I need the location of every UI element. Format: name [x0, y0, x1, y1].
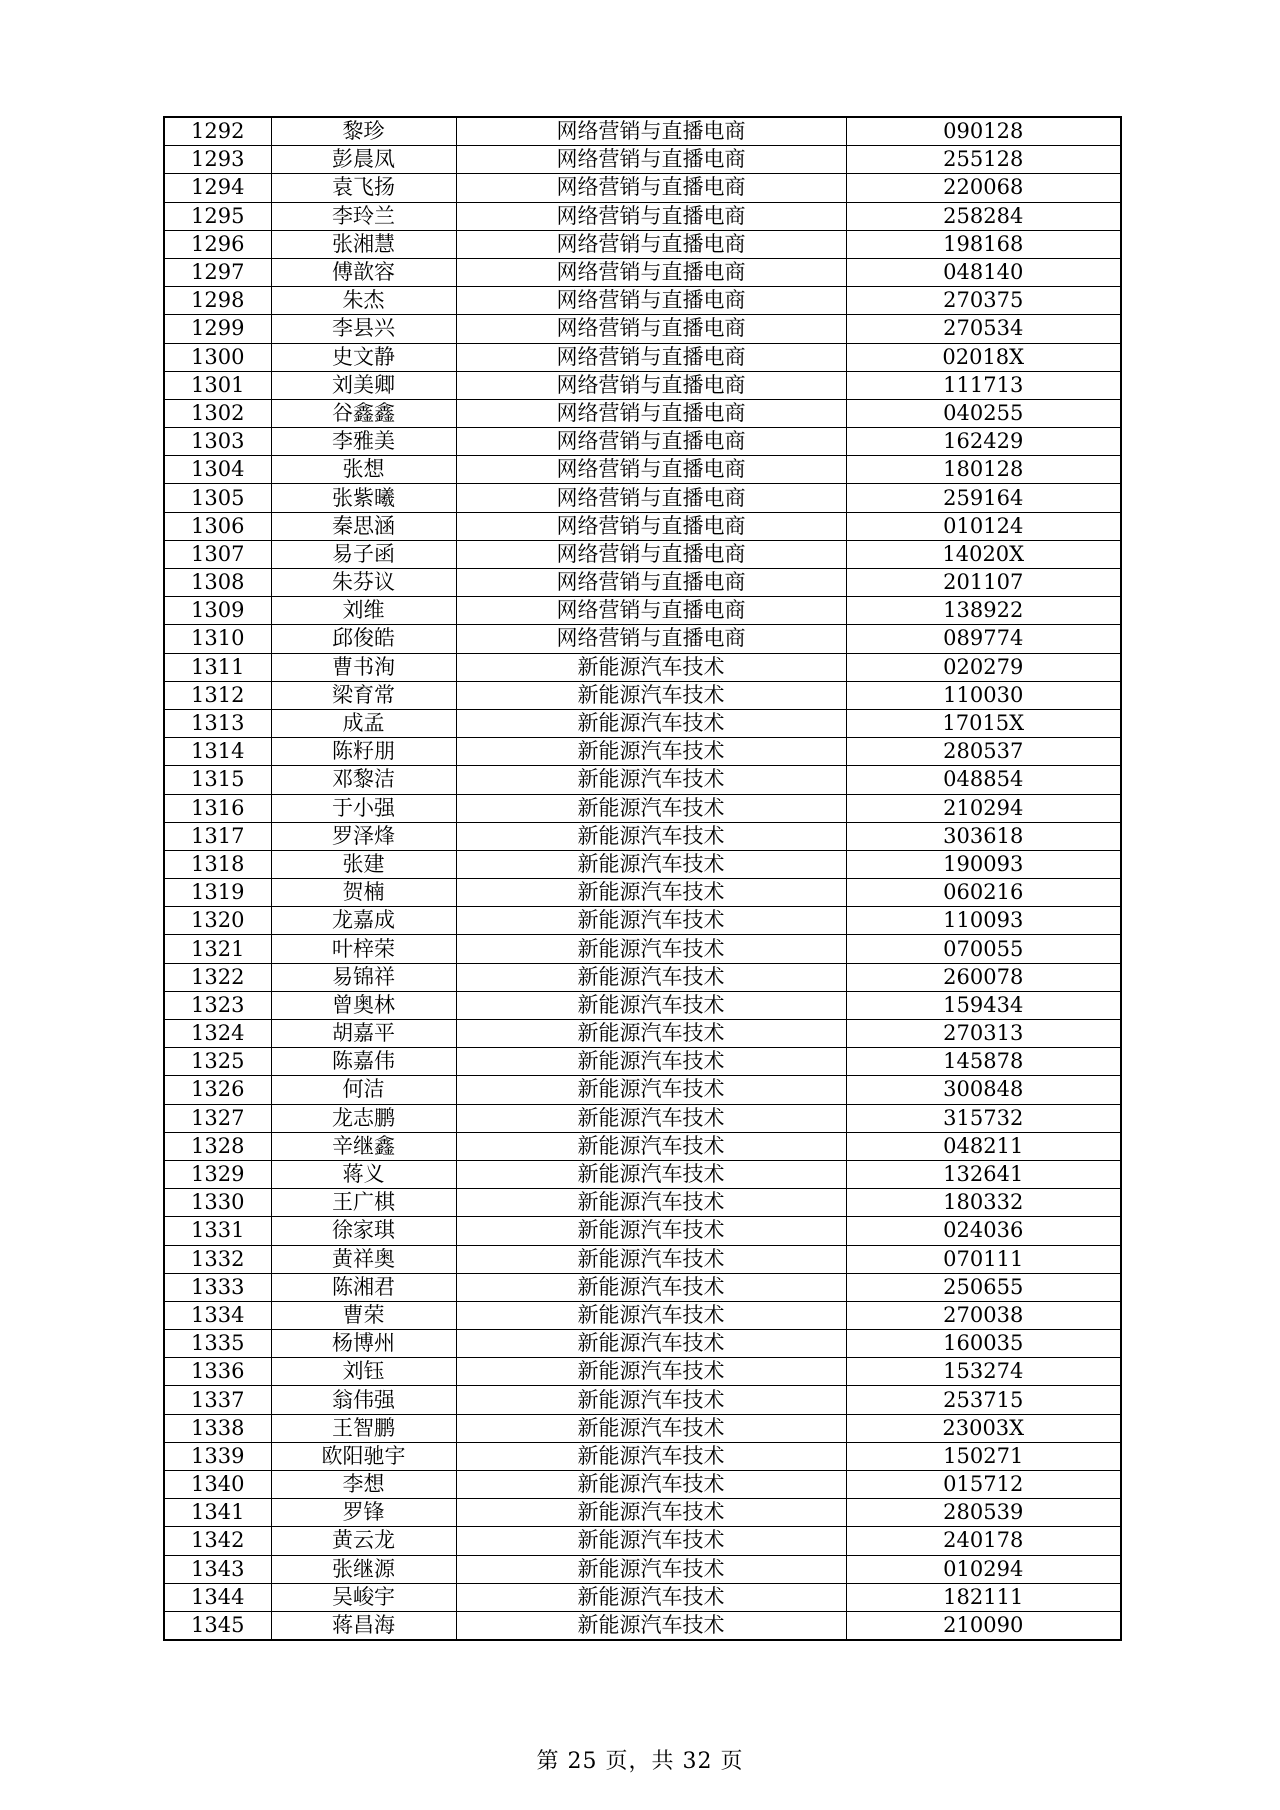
- table-row: [164, 1527, 1121, 1555]
- student-name-cell: 陈嘉伟: [271, 1048, 456, 1076]
- row-number-cell: 1331: [164, 1217, 271, 1245]
- major-cell: 网络营销与直播电商: [456, 174, 846, 202]
- student-name-cell: 李玲兰: [271, 202, 456, 230]
- student-name-cell: 黄祥奥: [271, 1245, 456, 1273]
- table-row: [164, 963, 1121, 991]
- id-code-cell: 260078: [846, 963, 1121, 991]
- row-number-cell: 1320: [164, 907, 271, 935]
- roster-table-body: [164, 117, 1121, 1640]
- id-code-cell: 315732: [846, 1104, 1121, 1132]
- student-name-cell: 贺楠: [271, 879, 456, 907]
- id-code-cell: 153274: [846, 1358, 1121, 1386]
- row-number-cell: 1301: [164, 371, 271, 399]
- table-row: [164, 1132, 1121, 1160]
- major-cell: 新能源汽车技术: [456, 1273, 846, 1301]
- student-name-cell: 刘美卿: [271, 371, 456, 399]
- table-row: [164, 822, 1121, 850]
- major-cell: 新能源汽车技术: [456, 1217, 846, 1245]
- student-name-cell: 徐家琪: [271, 1217, 456, 1245]
- student-name-cell: 欧阳驰宇: [271, 1442, 456, 1470]
- student-name-cell: 龙嘉成: [271, 907, 456, 935]
- id-code-cell: 182111: [846, 1583, 1121, 1611]
- table-row: [164, 1555, 1121, 1583]
- major-cell: 新能源汽车技术: [456, 1020, 846, 1048]
- major-cell: 网络营销与直播电商: [456, 597, 846, 625]
- id-code-cell: 180332: [846, 1189, 1121, 1217]
- student-name-cell: 叶梓荣: [271, 935, 456, 963]
- student-name-cell: 史文静: [271, 343, 456, 371]
- major-cell: 网络营销与直播电商: [456, 258, 846, 286]
- major-cell: 新能源汽车技术: [456, 1499, 846, 1527]
- id-code-cell: 160035: [846, 1330, 1121, 1358]
- row-number-cell: 1333: [164, 1273, 271, 1301]
- major-cell: 网络营销与直播电商: [456, 512, 846, 540]
- table-row: [164, 343, 1121, 371]
- row-number-cell: 1302: [164, 399, 271, 427]
- table-row: [164, 569, 1121, 597]
- major-cell: 网络营销与直播电商: [456, 456, 846, 484]
- table-row: [164, 315, 1121, 343]
- major-cell: 新能源汽车技术: [456, 766, 846, 794]
- row-number-cell: 1328: [164, 1132, 271, 1160]
- table-row: [164, 428, 1121, 456]
- major-cell: 新能源汽车技术: [456, 1386, 846, 1414]
- id-code-cell: 089774: [846, 625, 1121, 653]
- id-code-cell: 198168: [846, 230, 1121, 258]
- table-row: [164, 738, 1121, 766]
- major-cell: 新能源汽车技术: [456, 1442, 846, 1470]
- major-cell: 新能源汽车技术: [456, 794, 846, 822]
- student-name-cell: 罗锋: [271, 1499, 456, 1527]
- student-name-cell: 邱俊皓: [271, 625, 456, 653]
- table-row: [164, 1217, 1121, 1245]
- row-number-cell: 1305: [164, 484, 271, 512]
- student-name-cell: 朱芬议: [271, 569, 456, 597]
- row-number-cell: 1315: [164, 766, 271, 794]
- row-number-cell: 1338: [164, 1414, 271, 1442]
- student-name-cell: 张继源: [271, 1555, 456, 1583]
- student-name-cell: 陈湘君: [271, 1273, 456, 1301]
- id-code-cell: 180128: [846, 456, 1121, 484]
- id-code-cell: 210090: [846, 1611, 1121, 1640]
- row-number-cell: 1298: [164, 287, 271, 315]
- major-cell: 网络营销与直播电商: [456, 202, 846, 230]
- student-name-cell: 成孟: [271, 709, 456, 737]
- major-cell: 新能源汽车技术: [456, 1414, 846, 1442]
- row-number-cell: 1341: [164, 1499, 271, 1527]
- major-cell: 新能源汽车技术: [456, 1189, 846, 1217]
- id-code-cell: 048854: [846, 766, 1121, 794]
- major-cell: 新能源汽车技术: [456, 907, 846, 935]
- table-row: [164, 1414, 1121, 1442]
- major-cell: 网络营销与直播电商: [456, 146, 846, 174]
- row-number-cell: 1339: [164, 1442, 271, 1470]
- table-row: [164, 1020, 1121, 1048]
- row-number-cell: 1343: [164, 1555, 271, 1583]
- student-name-cell: 辛继鑫: [271, 1132, 456, 1160]
- id-code-cell: 015712: [846, 1471, 1121, 1499]
- student-name-cell: 何洁: [271, 1076, 456, 1104]
- row-number-cell: 1300: [164, 343, 271, 371]
- id-code-cell: 280539: [846, 1499, 1121, 1527]
- row-number-cell: 1336: [164, 1358, 271, 1386]
- table-row: [164, 1499, 1121, 1527]
- student-name-cell: 黎珍: [271, 117, 456, 146]
- major-cell: 新能源汽车技术: [456, 1301, 846, 1329]
- table-row: [164, 117, 1121, 146]
- table-row: [164, 794, 1121, 822]
- student-name-cell: 曹书洵: [271, 653, 456, 681]
- row-number-cell: 1340: [164, 1471, 271, 1499]
- table-row: [164, 258, 1121, 286]
- major-cell: 新能源汽车技术: [456, 1132, 846, 1160]
- student-name-cell: 罗泽烽: [271, 822, 456, 850]
- major-cell: 网络营销与直播电商: [456, 569, 846, 597]
- row-number-cell: 1308: [164, 569, 271, 597]
- table-row: [164, 371, 1121, 399]
- id-code-cell: 02018X: [846, 343, 1121, 371]
- table-row: [164, 935, 1121, 963]
- row-number-cell: 1313: [164, 709, 271, 737]
- student-name-cell: 朱杰: [271, 287, 456, 315]
- roster-table: [163, 116, 1122, 1641]
- row-number-cell: 1318: [164, 850, 271, 878]
- table-row: [164, 540, 1121, 568]
- id-code-cell: 110093: [846, 907, 1121, 935]
- row-number-cell: 1312: [164, 681, 271, 709]
- row-number-cell: 1344: [164, 1583, 271, 1611]
- student-name-cell: 梁育常: [271, 681, 456, 709]
- major-cell: 新能源汽车技术: [456, 879, 846, 907]
- page-footer: 第 25 页，共 32 页: [536, 1749, 744, 1774]
- student-name-cell: 吴峻宇: [271, 1583, 456, 1611]
- major-cell: 新能源汽车技术: [456, 1471, 846, 1499]
- table-row: [164, 1442, 1121, 1470]
- table-row: [164, 512, 1121, 540]
- id-code-cell: 255128: [846, 146, 1121, 174]
- row-number-cell: 1292: [164, 117, 271, 146]
- row-number-cell: 1337: [164, 1386, 271, 1414]
- major-cell: 新能源汽车技术: [456, 1611, 846, 1640]
- row-number-cell: 1342: [164, 1527, 271, 1555]
- major-cell: 新能源汽车技术: [456, 653, 846, 681]
- table-row: [164, 991, 1121, 1019]
- row-number-cell: 1327: [164, 1104, 271, 1132]
- row-number-cell: 1296: [164, 230, 271, 258]
- id-code-cell: 010294: [846, 1555, 1121, 1583]
- major-cell: 网络营销与直播电商: [456, 230, 846, 258]
- table-row: [164, 146, 1121, 174]
- id-code-cell: 162429: [846, 428, 1121, 456]
- id-code-cell: 048140: [846, 258, 1121, 286]
- major-cell: 网络营销与直播电商: [456, 625, 846, 653]
- table-row: [164, 202, 1121, 230]
- id-code-cell: 270313: [846, 1020, 1121, 1048]
- row-number-cell: 1323: [164, 991, 271, 1019]
- table-row: [164, 456, 1121, 484]
- id-code-cell: 14020X: [846, 540, 1121, 568]
- student-name-cell: 张建: [271, 850, 456, 878]
- row-number-cell: 1307: [164, 540, 271, 568]
- student-name-cell: 傅歆容: [271, 258, 456, 286]
- id-code-cell: 145878: [846, 1048, 1121, 1076]
- row-number-cell: 1322: [164, 963, 271, 991]
- row-number-cell: 1330: [164, 1189, 271, 1217]
- row-number-cell: 1299: [164, 315, 271, 343]
- student-name-cell: 黄云龙: [271, 1527, 456, 1555]
- student-name-cell: 胡嘉平: [271, 1020, 456, 1048]
- student-name-cell: 李县兴: [271, 315, 456, 343]
- student-name-cell: 张想: [271, 456, 456, 484]
- student-name-cell: 王智鹏: [271, 1414, 456, 1442]
- major-cell: 网络营销与直播电商: [456, 484, 846, 512]
- row-number-cell: 1309: [164, 597, 271, 625]
- row-number-cell: 1329: [164, 1160, 271, 1188]
- major-cell: 网络营销与直播电商: [456, 399, 846, 427]
- row-number-cell: 1325: [164, 1048, 271, 1076]
- major-cell: 新能源汽车技术: [456, 1555, 846, 1583]
- id-code-cell: 110030: [846, 681, 1121, 709]
- major-cell: 网络营销与直播电商: [456, 287, 846, 315]
- table-row: [164, 597, 1121, 625]
- id-code-cell: 220068: [846, 174, 1121, 202]
- id-code-cell: 270375: [846, 287, 1121, 315]
- table-row: [164, 681, 1121, 709]
- id-code-cell: 253715: [846, 1386, 1121, 1414]
- student-name-cell: 袁飞扬: [271, 174, 456, 202]
- table-row: [164, 1611, 1121, 1640]
- row-number-cell: 1297: [164, 258, 271, 286]
- major-cell: 新能源汽车技术: [456, 1160, 846, 1188]
- id-code-cell: 258284: [846, 202, 1121, 230]
- id-code-cell: 240178: [846, 1527, 1121, 1555]
- row-number-cell: 1306: [164, 512, 271, 540]
- table-row: [164, 1386, 1121, 1414]
- id-code-cell: 280537: [846, 738, 1121, 766]
- row-number-cell: 1314: [164, 738, 271, 766]
- table-row: [164, 1301, 1121, 1329]
- id-code-cell: 010124: [846, 512, 1121, 540]
- id-code-cell: 060216: [846, 879, 1121, 907]
- student-name-cell: 刘钰: [271, 1358, 456, 1386]
- major-cell: 新能源汽车技术: [456, 1104, 846, 1132]
- row-number-cell: 1335: [164, 1330, 271, 1358]
- major-cell: 新能源汽车技术: [456, 1245, 846, 1273]
- major-cell: 网络营销与直播电商: [456, 343, 846, 371]
- id-code-cell: 020279: [846, 653, 1121, 681]
- row-number-cell: 1310: [164, 625, 271, 653]
- table-row: [164, 1160, 1121, 1188]
- table-row: [164, 653, 1121, 681]
- id-code-cell: 150271: [846, 1442, 1121, 1470]
- student-name-cell: 秦思涵: [271, 512, 456, 540]
- id-code-cell: 024036: [846, 1217, 1121, 1245]
- major-cell: 新能源汽车技术: [456, 1583, 846, 1611]
- id-code-cell: 070055: [846, 935, 1121, 963]
- row-number-cell: 1345: [164, 1611, 271, 1640]
- id-code-cell: 259164: [846, 484, 1121, 512]
- student-name-cell: 曾奥林: [271, 991, 456, 1019]
- id-code-cell: 17015X: [846, 709, 1121, 737]
- row-number-cell: 1324: [164, 1020, 271, 1048]
- table-row: [164, 850, 1121, 878]
- id-code-cell: 040255: [846, 399, 1121, 427]
- table-row: [164, 709, 1121, 737]
- table-row: [164, 287, 1121, 315]
- student-name-cell: 蒋义: [271, 1160, 456, 1188]
- major-cell: 新能源汽车技术: [456, 850, 846, 878]
- table-row: [164, 625, 1121, 653]
- major-cell: 新能源汽车技术: [456, 991, 846, 1019]
- student-name-cell: 陈籽朋: [271, 738, 456, 766]
- table-row: [164, 1358, 1121, 1386]
- student-name-cell: 李想: [271, 1471, 456, 1499]
- student-name-cell: 龙志鹏: [271, 1104, 456, 1132]
- student-name-cell: 曹荣: [271, 1301, 456, 1329]
- table-row: [164, 484, 1121, 512]
- major-cell: 网络营销与直播电商: [456, 540, 846, 568]
- id-code-cell: 303618: [846, 822, 1121, 850]
- row-number-cell: 1295: [164, 202, 271, 230]
- row-number-cell: 1303: [164, 428, 271, 456]
- student-name-cell: 张紫曦: [271, 484, 456, 512]
- student-name-cell: 彭晨凤: [271, 146, 456, 174]
- id-code-cell: 201107: [846, 569, 1121, 597]
- row-number-cell: 1317: [164, 822, 271, 850]
- major-cell: 网络营销与直播电商: [456, 371, 846, 399]
- student-name-cell: 翁伟强: [271, 1386, 456, 1414]
- id-code-cell: 270038: [846, 1301, 1121, 1329]
- table-row: [164, 766, 1121, 794]
- id-code-cell: 132641: [846, 1160, 1121, 1188]
- table-row: [164, 399, 1121, 427]
- row-number-cell: 1332: [164, 1245, 271, 1273]
- major-cell: 新能源汽车技术: [456, 1048, 846, 1076]
- major-cell: 新能源汽车技术: [456, 963, 846, 991]
- row-number-cell: 1319: [164, 879, 271, 907]
- id-code-cell: 111713: [846, 371, 1121, 399]
- major-cell: 网络营销与直播电商: [456, 315, 846, 343]
- table-row: [164, 1076, 1121, 1104]
- id-code-cell: 138922: [846, 597, 1121, 625]
- student-name-cell: 李雅美: [271, 428, 456, 456]
- table-row: [164, 230, 1121, 258]
- major-cell: 新能源汽车技术: [456, 935, 846, 963]
- table-row: [164, 879, 1121, 907]
- id-code-cell: 23003X: [846, 1414, 1121, 1442]
- id-code-cell: 270534: [846, 315, 1121, 343]
- student-name-cell: 谷鑫鑫: [271, 399, 456, 427]
- table-row: [164, 1583, 1121, 1611]
- id-code-cell: 250655: [846, 1273, 1121, 1301]
- major-cell: 新能源汽车技术: [456, 709, 846, 737]
- id-code-cell: 210294: [846, 794, 1121, 822]
- row-number-cell: 1326: [164, 1076, 271, 1104]
- student-name-cell: 杨博州: [271, 1330, 456, 1358]
- row-number-cell: 1293: [164, 146, 271, 174]
- id-code-cell: 159434: [846, 991, 1121, 1019]
- row-number-cell: 1321: [164, 935, 271, 963]
- student-name-cell: 易锦祥: [271, 963, 456, 991]
- id-code-cell: 048211: [846, 1132, 1121, 1160]
- id-code-cell: 090128: [846, 117, 1121, 146]
- student-name-cell: 王广棋: [271, 1189, 456, 1217]
- table-row: [164, 1471, 1121, 1499]
- table-row: [164, 1245, 1121, 1273]
- student-name-cell: 张湘慧: [271, 230, 456, 258]
- major-cell: 新能源汽车技术: [456, 1076, 846, 1104]
- table-row: [164, 1330, 1121, 1358]
- student-name-cell: 易子函: [271, 540, 456, 568]
- table-row: [164, 1048, 1121, 1076]
- row-number-cell: 1294: [164, 174, 271, 202]
- table-row: [164, 1273, 1121, 1301]
- id-code-cell: 300848: [846, 1076, 1121, 1104]
- major-cell: 新能源汽车技术: [456, 1527, 846, 1555]
- table-row: [164, 907, 1121, 935]
- student-name-cell: 邓黎洁: [271, 766, 456, 794]
- major-cell: 新能源汽车技术: [456, 1358, 846, 1386]
- row-number-cell: 1334: [164, 1301, 271, 1329]
- table-row: [164, 174, 1121, 202]
- major-cell: 新能源汽车技术: [456, 822, 846, 850]
- major-cell: 新能源汽车技术: [456, 738, 846, 766]
- row-number-cell: 1311: [164, 653, 271, 681]
- id-code-cell: 070111: [846, 1245, 1121, 1273]
- major-cell: 网络营销与直播电商: [456, 428, 846, 456]
- row-number-cell: 1304: [164, 456, 271, 484]
- major-cell: 网络营销与直播电商: [456, 117, 846, 146]
- table-row: [164, 1104, 1121, 1132]
- table-row: [164, 1189, 1121, 1217]
- major-cell: 新能源汽车技术: [456, 1330, 846, 1358]
- row-number-cell: 1316: [164, 794, 271, 822]
- major-cell: 新能源汽车技术: [456, 681, 846, 709]
- student-name-cell: 蒋昌海: [271, 1611, 456, 1640]
- student-name-cell: 于小强: [271, 794, 456, 822]
- student-name-cell: 刘维: [271, 597, 456, 625]
- id-code-cell: 190093: [846, 850, 1121, 878]
